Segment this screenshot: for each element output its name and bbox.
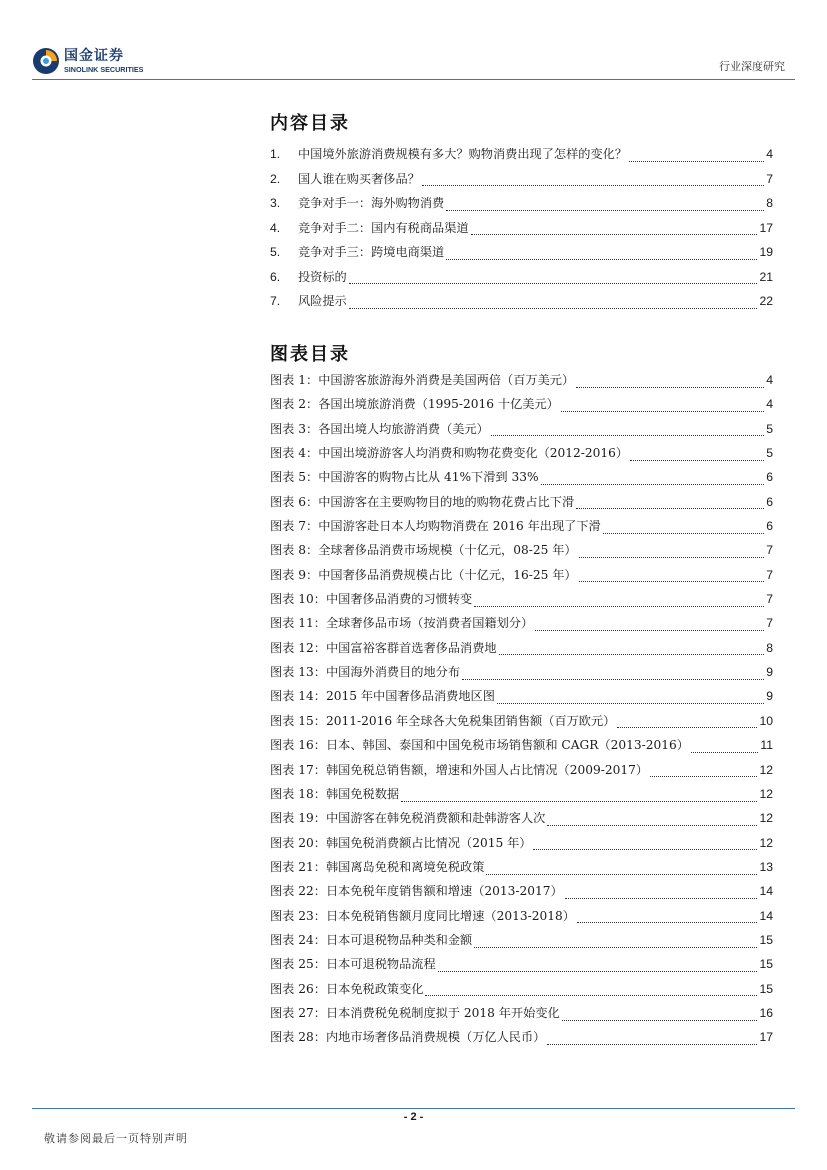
dot-leader xyxy=(474,592,764,607)
dot-leader xyxy=(535,616,764,631)
entry-page-number: 4 xyxy=(766,373,773,387)
entry-number: 2. xyxy=(270,171,281,186)
entry-page-number: 7 xyxy=(766,616,773,631)
toc-list xyxy=(270,142,773,314)
dot-leader xyxy=(401,787,757,802)
entry-number: 3. xyxy=(270,196,281,210)
figure-entry[interactable] xyxy=(270,733,773,757)
dot-leader xyxy=(541,470,765,485)
entry-page-number: 16 xyxy=(759,1005,773,1020)
dot-leader xyxy=(629,147,764,162)
entry-page-number: 9 xyxy=(766,689,773,704)
entry-page-number: 4 xyxy=(766,147,773,161)
entry-number: 7. xyxy=(270,294,281,308)
brand-name-en: SINOLINK SECURITIES xyxy=(64,65,144,74)
entry-label: 竞争对手一：海外购物消费 xyxy=(298,196,445,210)
entry-label: 图表 19：中国游客在韩免税消费额和赴韩游客人次 xyxy=(270,811,546,826)
entry-page-number: 15 xyxy=(759,932,773,947)
entry-label: 图表 18：韩国免税数据 xyxy=(270,786,400,801)
dot-leader xyxy=(617,713,757,728)
entry-page-number: 8 xyxy=(766,196,773,210)
entry-page-number: 12 xyxy=(759,762,773,777)
entry-label: 图表 5：中国游客的购物占比从 41%下滑到 33% xyxy=(270,470,539,485)
document-type: 行业深度研究 xyxy=(719,60,785,73)
dot-leader xyxy=(691,738,758,753)
entry-page-number: 19 xyxy=(759,245,773,259)
entry-label: 图表 7：中国游客赴日本人均购物消费在 2016 年出现了下滑 xyxy=(270,519,601,534)
entry-label: 图表 14：2015 年中国奢侈品消费地区图 xyxy=(270,689,495,704)
dot-leader xyxy=(491,421,764,436)
figure-entry[interactable] xyxy=(270,465,773,489)
entry-page-number: 11 xyxy=(760,738,773,753)
entry-label: 图表 2：各国出境旅游消费（1995-2016 十亿美元） xyxy=(270,397,559,412)
entry-page-number: 9 xyxy=(766,665,773,680)
figure-list xyxy=(270,368,773,1050)
figure-entry[interactable] xyxy=(270,1001,773,1025)
entry-label: 图表 21：韩国离岛免税和离境免税政策 xyxy=(270,859,485,874)
dot-leader xyxy=(471,220,758,235)
toc-title: 内容目录 xyxy=(270,113,350,134)
dot-leader xyxy=(497,689,764,704)
brand-logo xyxy=(32,45,152,81)
toc-entry[interactable] xyxy=(270,142,773,167)
entry-page-number: 13 xyxy=(759,859,773,874)
entry-label: 图表 20：韩国免税消费额占比情况（2015 年） xyxy=(270,835,532,850)
figure-entry[interactable] xyxy=(270,490,773,514)
toc-entry[interactable] xyxy=(270,167,773,192)
dot-leader xyxy=(474,933,757,948)
dot-leader xyxy=(562,1006,758,1021)
dot-leader xyxy=(579,543,765,558)
entry-label: 图表 16：日本、韩国、泰国和中国免税市场销售额和 CAGR（2013-2016） xyxy=(270,738,689,753)
entry-page-number: 4 xyxy=(766,397,773,412)
entry-label: 图表 25：日本可退税物品流程 xyxy=(270,957,436,972)
entry-label: 图表 4：中国出境游游客人均消费和购物花费变化（2012-2016） xyxy=(270,446,629,461)
figure-entry[interactable] xyxy=(270,758,773,782)
figure-entry[interactable] xyxy=(270,928,773,952)
header-divider xyxy=(32,79,795,80)
entry-label: 图表 22：日本免税年度销售额和增速（2013-2017） xyxy=(270,884,563,899)
dot-leader xyxy=(650,762,757,777)
disclaimer-note: 敬请参阅最后一页特别声明 xyxy=(44,1132,188,1145)
entry-page-number: 7 xyxy=(766,543,773,558)
toc-entry[interactable] xyxy=(270,240,773,265)
entry-number: 4. xyxy=(270,220,281,235)
dot-leader xyxy=(438,957,758,972)
entry-page-number: 14 xyxy=(759,908,773,923)
entry-page-number: 5 xyxy=(766,446,773,461)
dot-leader xyxy=(349,294,758,309)
entry-label: 中国境外旅游消费规模有多大？购物消费出现了怎样的变化？ xyxy=(298,147,628,161)
toc-entry[interactable] xyxy=(270,265,773,290)
figure-entry[interactable] xyxy=(270,611,773,635)
dot-leader xyxy=(533,835,757,850)
figure-entry[interactable] xyxy=(270,855,773,879)
figure-entry[interactable] xyxy=(270,1025,773,1049)
entry-label: 图表 12：中国富裕客群首选奢侈品消费地 xyxy=(270,640,497,655)
entry-label: 图表 23：日本免税销售额月度同比增速（2013-2018） xyxy=(270,908,575,923)
entry-page-number: 6 xyxy=(766,470,773,485)
entry-label: 图表 15：2011-2016 年全球各大免税集团销售额（百万欧元） xyxy=(270,713,616,728)
entry-label: 图表 24：日本可退税物品种类和金额 xyxy=(270,932,473,947)
entry-page-number: 7 xyxy=(766,592,773,607)
entry-label: 图表 11：全球奢侈品市场（按消费者国籍划分） xyxy=(270,616,534,631)
entry-label: 图表 17：韩国免税总销售额，增速和外国人占比情况（2009-2017） xyxy=(270,762,649,777)
figure-entry[interactable] xyxy=(270,587,773,611)
entry-label: 图表 6：中国游客在主要购物目的地的购物花费占比下滑 xyxy=(270,494,575,509)
figure-entry[interactable] xyxy=(270,538,773,562)
figure-entry[interactable] xyxy=(270,684,773,708)
entry-label: 图表 26：日本免税政策变化 xyxy=(270,981,424,996)
dot-leader xyxy=(577,908,758,923)
entry-label: 竞争对手二：国内有税商品渠道 xyxy=(298,220,469,235)
entry-label: 图表 9：中国奢侈品消费规模占比（十亿元，16-25 年） xyxy=(270,567,577,582)
entry-number: 6. xyxy=(270,269,281,284)
figure-entry[interactable] xyxy=(270,514,773,538)
dot-leader xyxy=(547,1030,757,1045)
toc-entry[interactable] xyxy=(270,216,773,241)
dot-leader xyxy=(630,446,764,461)
entry-number: 5. xyxy=(270,245,281,259)
entry-page-number: 12 xyxy=(759,811,773,826)
entry-label: 图表 13：中国海外消费目的地分布 xyxy=(270,665,461,680)
entry-page-number: 6 xyxy=(766,494,773,509)
entry-page-number: 17 xyxy=(759,220,773,235)
dot-leader xyxy=(462,665,764,680)
page-header xyxy=(0,0,827,82)
dot-leader xyxy=(576,373,764,388)
entry-page-number: 12 xyxy=(759,835,773,850)
entry-label: 图表 10：中国奢侈品消费的习惯转变 xyxy=(270,592,473,607)
entry-label: 图表 8：全球奢侈品消费市场规模（十亿元，08-25 年） xyxy=(270,543,577,558)
entry-page-number: 17 xyxy=(759,1030,773,1045)
dot-leader xyxy=(422,171,764,186)
entry-page-number: 15 xyxy=(759,981,773,996)
figure-entry[interactable] xyxy=(270,417,773,441)
dot-leader xyxy=(565,884,758,899)
dot-leader xyxy=(486,860,757,875)
entry-page-number: 7 xyxy=(766,171,773,186)
footer-divider xyxy=(32,1108,795,1109)
dot-leader xyxy=(446,245,757,260)
figure-entry[interactable] xyxy=(270,368,773,392)
figure-entry[interactable] xyxy=(270,831,773,855)
entry-label: 国人谁在购买奢侈品？ xyxy=(298,171,420,186)
brand-name-cn: 国金证券 xyxy=(64,48,124,64)
figure-entry[interactable] xyxy=(270,952,773,976)
entry-page-number: 15 xyxy=(759,957,773,972)
figure-entry[interactable] xyxy=(270,782,773,806)
dot-leader xyxy=(576,494,764,509)
entry-label: 图表 27：日本消费税免税制度拟于 2018 年开始变化 xyxy=(270,1005,560,1020)
dot-leader xyxy=(349,269,758,284)
entry-page-number: 7 xyxy=(766,567,773,582)
entry-page-number: 10 xyxy=(759,713,773,728)
dot-leader xyxy=(499,640,765,655)
entry-number: 1. xyxy=(270,147,281,161)
figure-entry[interactable] xyxy=(270,563,773,587)
entry-page-number: 8 xyxy=(766,640,773,655)
entry-label: 图表 1：中国游客旅游海外消费是美国两倍（百万美元） xyxy=(270,373,575,387)
dot-leader xyxy=(425,981,757,996)
figure-entry[interactable] xyxy=(270,660,773,684)
dot-leader xyxy=(561,397,764,412)
toc-entry[interactable] xyxy=(270,191,773,216)
entry-page-number: 14 xyxy=(759,884,773,899)
figure-entry[interactable] xyxy=(270,709,773,733)
entry-page-number: 21 xyxy=(759,269,773,284)
entry-label: 图表 28：内地市场奢侈品消费规模（万亿人民币） xyxy=(270,1030,546,1045)
dot-leader xyxy=(603,519,765,534)
entry-page-number: 6 xyxy=(766,519,773,534)
entry-label: 竞争对手三：跨境电商渠道 xyxy=(298,245,445,259)
dot-leader xyxy=(446,196,764,211)
entry-label: 风险提示 xyxy=(298,294,347,308)
dot-leader xyxy=(579,567,765,582)
page-number: - 2 - xyxy=(403,1111,424,1123)
toc-entry[interactable] xyxy=(270,289,773,314)
sinolink-logo-icon xyxy=(32,47,60,75)
entry-label: 投资标的 xyxy=(298,269,347,284)
figure-list-title: 图表目录 xyxy=(270,344,350,365)
figure-entry[interactable] xyxy=(270,977,773,1001)
figure-entry[interactable] xyxy=(270,392,773,416)
entry-page-number: 22 xyxy=(759,294,773,308)
entry-label: 图表 3：各国出境人均旅游消费（美元） xyxy=(270,421,489,436)
figure-entry[interactable] xyxy=(270,441,773,465)
entry-page-number: 5 xyxy=(766,421,773,436)
figure-entry[interactable] xyxy=(270,806,773,830)
figure-entry[interactable] xyxy=(270,904,773,928)
figure-entry[interactable] xyxy=(270,636,773,660)
figure-entry[interactable] xyxy=(270,879,773,903)
entry-page-number: 12 xyxy=(759,786,773,801)
dot-leader xyxy=(547,811,757,826)
